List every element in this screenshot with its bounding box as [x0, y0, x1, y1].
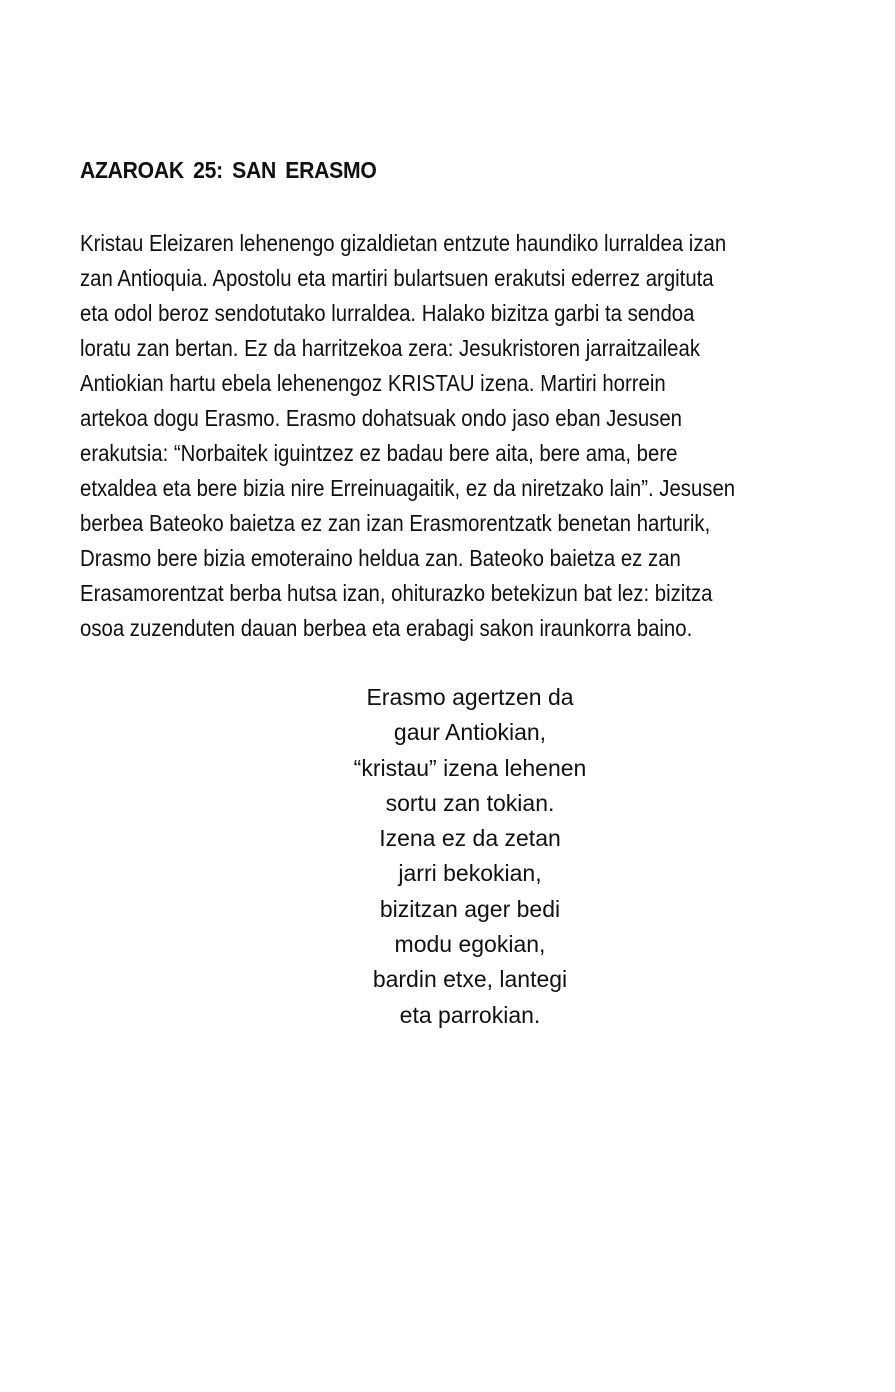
poem-line: modu egokian,	[394, 931, 546, 958]
poem-line: Izena ez da zetan	[379, 825, 561, 852]
poem	[270, 680, 670, 1033]
paragraph-line: etxaldea eta bere bizia nire Erreinuagaitik, ez da niretzako lain”. Jesusen	[80, 475, 736, 501]
poem-line: jarri bekokian,	[398, 860, 542, 887]
paragraph-line: Antiokian hartu ebela lehenengoz KRISTAU izena. Martiri horrein	[80, 370, 666, 396]
paragraph-line: Drasmo bere bizia emoteraino heldua zan. Bateoko baietza ez zan	[80, 545, 681, 571]
poem-line: bardin etxe, lantegi	[372, 966, 568, 993]
paragraph-line: artekoa dogu Erasmo. Erasmo dohatsuak ondo jaso eban Jesusen	[80, 405, 682, 431]
paragraph-line: zan Antioquia. Apostolu eta martiri bulartsuen erakutsi ederrez argituta	[80, 265, 714, 291]
poem-line: “kristau” izena lehenen	[353, 754, 587, 781]
paragraph-line: osoa zuzenduten dauan berbea eta erabagi sakon iraunkorra baino.	[80, 615, 693, 641]
paragraph-line: loratu zan bertan. Ez da harritzekoa zera: Jesukristoren jarraitzaileak	[80, 335, 700, 361]
paragraph-line: erakutsia: “Norbaitek iguintzez ez badau bere aita, bere ama, bere	[80, 440, 678, 466]
poem-line: gaur Antiokian,	[393, 719, 547, 746]
paragraph-line: Kristau Eleizaren lehenengo gizaldietan entzute haundiko lurraldea izan	[80, 230, 727, 256]
paragraph-line: Erasamorentzat berba hutsa izan, ohiturazko betekizun bat lez: bizitza	[80, 580, 713, 606]
poem-line: bizitzan ager bedi	[379, 895, 561, 922]
paragraph-line: berbea Bateoko baietza ez zan izan Erasmorentzatk benetan harturik,	[80, 510, 711, 536]
poem-line: sortu zan tokian.	[385, 789, 555, 816]
page-title: AZAROAK 25: SAN ERASMO	[80, 157, 377, 183]
poem-line: Erasmo agertzen da	[366, 684, 574, 710]
body-paragraph	[80, 226, 895, 646]
poem-line: eta parrokian.	[399, 1001, 541, 1028]
paragraph-line: eta odol beroz sendotutako lurraldea. Halako bizitza garbi ta sendoa	[80, 300, 695, 326]
